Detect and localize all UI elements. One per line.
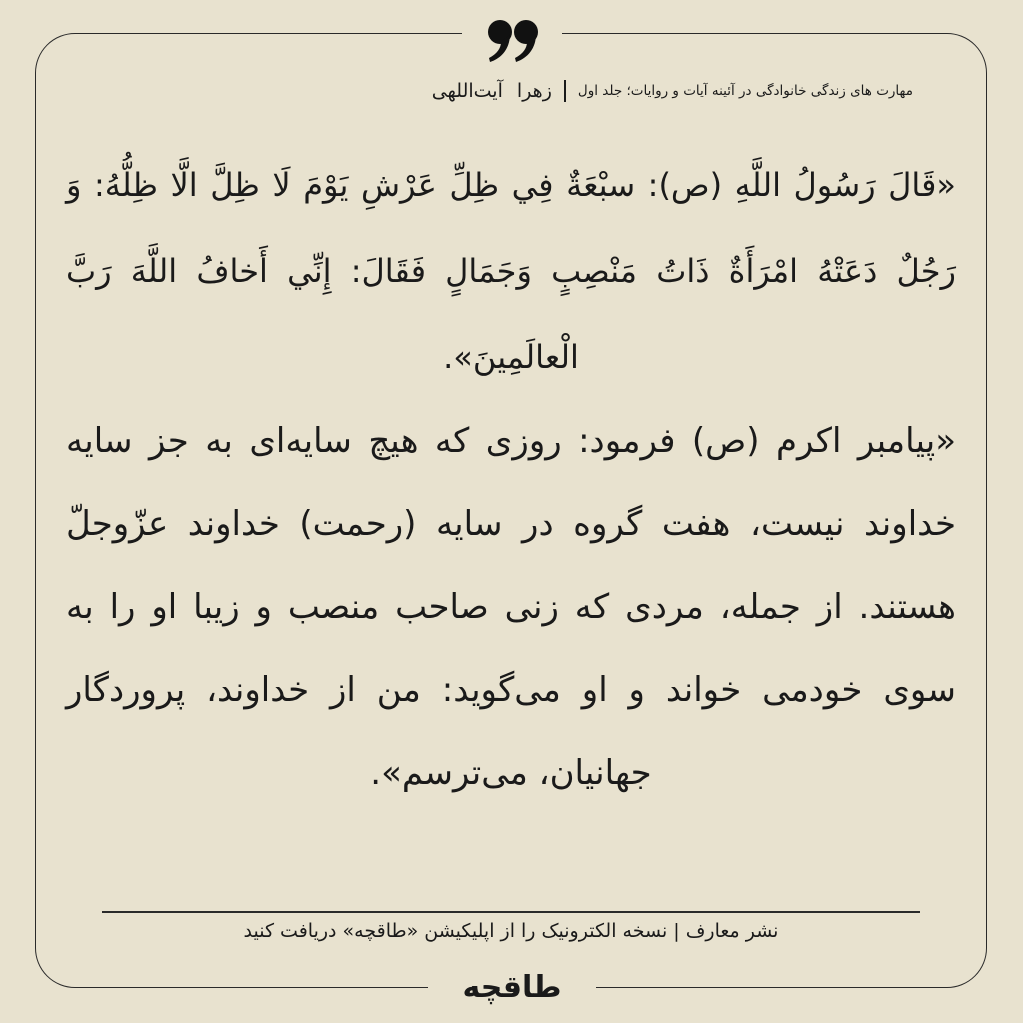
quote-icon <box>486 18 540 64</box>
taaghche-logo: طاقچه <box>462 970 562 1005</box>
footer-divider <box>102 911 920 913</box>
author-name <box>432 80 552 102</box>
header-separator <box>564 80 566 102</box>
author-first-name: زهرا <box>516 80 552 102</box>
footer-note: نشر معارف | نسخه الکترونیک را از اپلیکیشن «طاقچه» دریافت کنید <box>243 920 779 942</box>
author-last-name: آیت‌اللهی <box>431 80 503 102</box>
book-title: مهارت های زندگی خانوادگی در آئینه آیات و روایات؛ جلد اول <box>577 83 913 99</box>
arabic-quote: «قَالَ رَسُولُ اللَّهِ (ص): سبْعَةٌ فِي ظِلِّ عَرْشِ يَوْمَ لَا ظِلَّ الَّا ظِلُّهُ: وَ رَجُلٌ دَعَتْهُ امْرَأَةٌ ذَاتُ مَنْصِبٍ وَجَمَالٍ فَقَالَ: إِنِّي أَخافُ اللَّهَ رَبَّ الْعالَمِينَ». <box>66 166 956 376</box>
book-header <box>432 80 913 102</box>
persian-translation: «پیامبر اکرم (ص) فرمود: روزی که هیچ سایه‌ای به جز سایه خداوند نیست، هفت گروه در سایه (رحمت) خداوند عزّوجلّ هستند. از جمله، مردی که زنی صاحب منصب و زیبا او را به سوی خودمی خواند و او می‌گوید: من از خداوند، پروردگار جهانیان، می‌ترسم». <box>66 421 956 793</box>
quote-body <box>66 142 956 815</box>
